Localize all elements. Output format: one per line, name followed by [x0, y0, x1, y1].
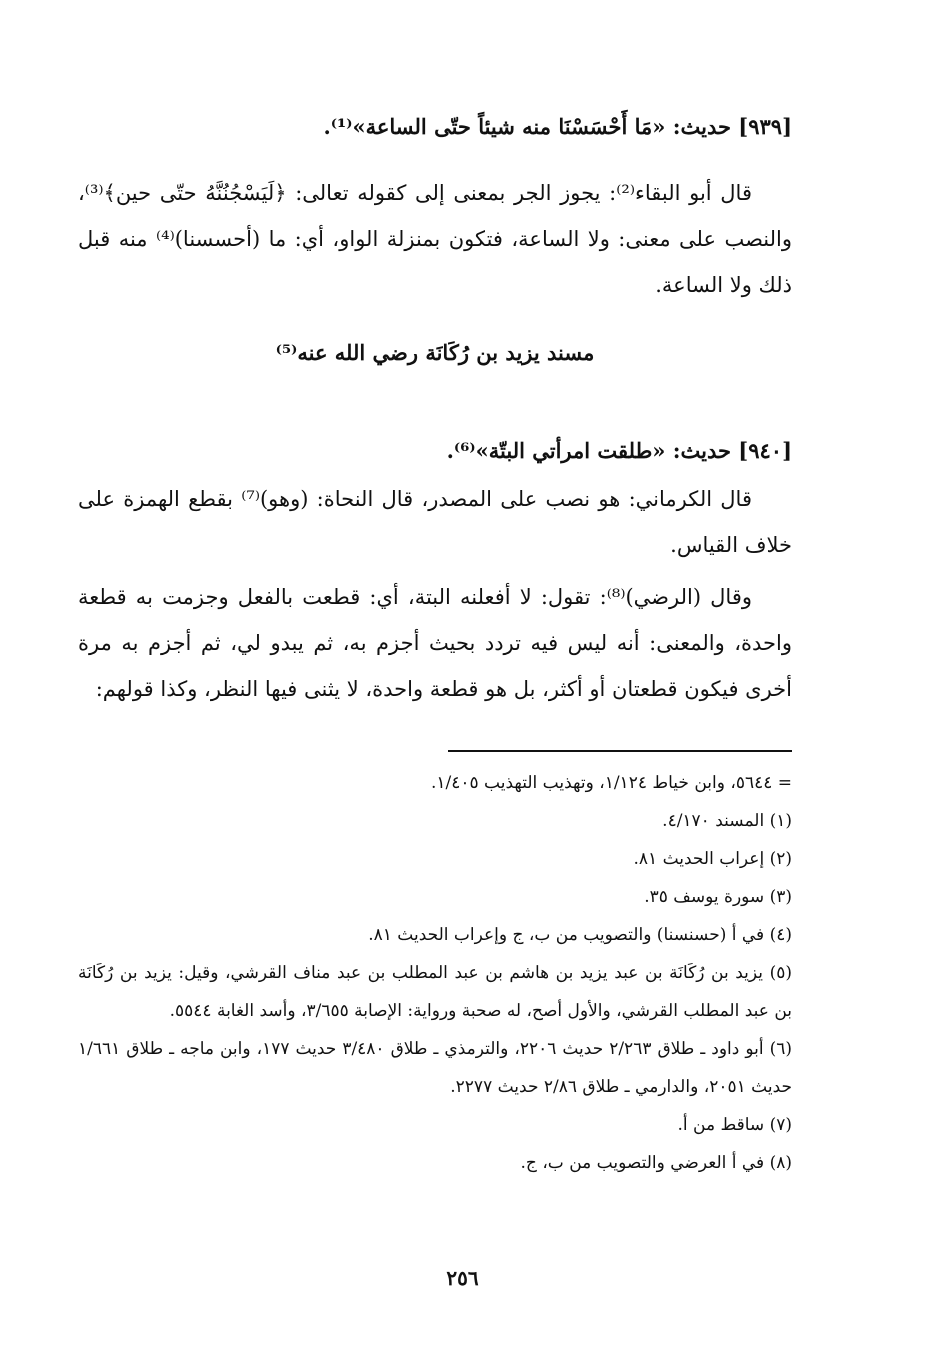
hadith-940-heading: [٩٤٠] حديث: «طلقت امرأتي البتّة»⁽⁶⁾. [446, 438, 792, 463]
footnote-separator [448, 750, 792, 752]
page-number: ٢٥٦ [446, 1266, 479, 1290]
footnote: (٥) يزيد بن رُكَانَة بن عبد يزيد بن هاشم بن عبد المطلب بن عبد مناف القرشي، وقيل: يزيد بن رُكَانَة بن عبد المطلب القرشي، والأول أصح، له صحبة ورواية: الإصابة ٣/٦٥٥، وأسد الغابة ٥٥٤٤. [78, 963, 792, 1021]
section-title: مسند يزيد بن رُكَانَة رضي الله عنه⁽⁵⁾ [275, 340, 595, 365]
footnote: (٤) في أ (حسنسنا) والتصويب من ب، ج وإعراب الحديث ٨١. [368, 925, 792, 945]
hadith-940-commentary-1: قال الكرماني: هو نصب على المصدر، قال النحاة: (وهو)⁽⁷⁾ بقطع الهمزة على خلاف القياس. [78, 487, 792, 557]
hadith-939-commentary: قال أبو البقاء⁽²⁾: يجوز الجر بمعنى إلى كقوله تعالى: ﴿لَيَسْجُنُنَّهُ حتّى حين﴾⁽³⁾، والنصب على معنى: ولا الساعة، فتكون بمنزلة الواو، أي: ما (أحسسنا)⁽⁴⁾ منه قبل ذلك ولا الساعة. [78, 181, 792, 297]
footnote: (٣) سورة يوسف ٣٥. [644, 887, 792, 907]
hadith-939-heading: [٩٣٩] حديث: «مَا أَحْسَسْنَا منه شيئاً حتّى الساعة»⁽¹⁾. [323, 114, 792, 139]
footnote: (٨) في أ العرضي والتصويب من ب، ج. [520, 1153, 792, 1173]
footnote: (٢) إعراب الحديث ٨١. [633, 849, 792, 869]
footnote: (١) المسند ٤/١٧٠. [662, 811, 792, 831]
hadith-940-commentary-2: وقال (الرضي)⁽⁸⁾: تقول: لا أفعلنه البتة، أي: قطعت بالفعل وجزمت به قطعة واحدة، والمعنى: أنه ليس فيه تردد بحيث أجزم به، ثم يبدو لي، ثم أجزم به مرة أخرى فيكون قطعتان أو أكثر، بل هو قطعة واحدة، لا يثنى فيها النظر، وكذا قولهم: [78, 585, 792, 701]
footnote: (٧) ساقط من أ. [677, 1115, 792, 1135]
footnote: (٦) أبو داود ـ طلاق ٢/٢٦٣ حديث ٢٢٠٦، والترمذي ـ طلاق ٣/٤٨٠ حديث ١٧٧، وابن ماجه ـ طلاق ١/٦٦١ حديث ٢٠٥١، والدارمي ـ طلاق ٢/٨٦ حديث ٢٢٧٧. [78, 1039, 792, 1097]
footnotes [78, 764, 792, 1182]
footnote: = ٥٦٤٤، وابن خياط ١/١٢٤، وتهذيب التهذيب ١/٤٠٥. [430, 773, 792, 793]
